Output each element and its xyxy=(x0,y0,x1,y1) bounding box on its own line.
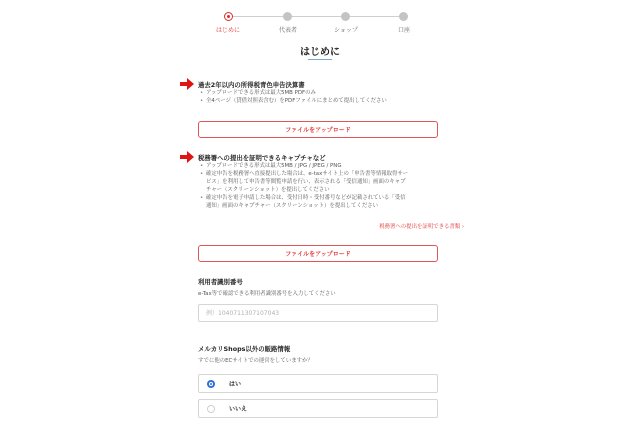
title-underline xyxy=(308,59,332,60)
tax-return-upload-button[interactable]: ファイルをアップロード xyxy=(198,121,438,138)
step-dot xyxy=(341,12,350,21)
radio-option-label: はい xyxy=(229,381,242,388)
step-dot-active xyxy=(224,12,233,21)
progress-stepper xyxy=(205,12,435,34)
step-label-bank-account: 口座 xyxy=(397,27,411,34)
list-item-continuation: チャー（スクリーンショット）を提出してください xyxy=(206,187,330,193)
submission-proof-heading: 税務署への提出を証明できるキャプチャなど xyxy=(198,154,326,162)
user-id-help: e-Tax等で確認できる利用者識別番号を入力してください xyxy=(198,291,336,297)
red-right-arrow-icon xyxy=(180,78,194,90)
tax-return-heading: 過去2年以内の所得税青色申告決算書 xyxy=(198,81,305,89)
list-item: • アップロードできる形式は最大5MB / JPG / JPEG / PNG xyxy=(200,162,408,170)
other-sales-label: メルカリShops以外の販路情報 xyxy=(198,345,291,353)
red-right-arrow-icon xyxy=(180,151,194,163)
submission-proof-requirements xyxy=(200,162,408,210)
step-label-start: はじめに xyxy=(215,27,241,34)
submission-proof-upload-button[interactable]: ファイルをアップロード xyxy=(198,245,438,262)
user-id-input[interactable] xyxy=(198,304,438,322)
step-label-representative: 代表者 xyxy=(278,27,298,34)
radio-unchecked-icon[interactable] xyxy=(207,405,215,413)
step-label-shop: ショップ xyxy=(334,27,358,34)
radio-option-yes[interactable] xyxy=(198,374,438,393)
user-id-label: 利用者識別番号 xyxy=(198,278,243,286)
stepper-connector xyxy=(345,16,403,17)
stepper-connector xyxy=(287,16,345,17)
other-sales-help: すでに他のECサイトでの運営をしていますか？ xyxy=(198,358,313,364)
page-title: はじめに xyxy=(300,47,340,58)
list-item-continuation: 通知」画面のキャプチャー（スクリーンショット）を提出してください xyxy=(206,203,378,209)
step-dot xyxy=(283,12,292,21)
radio-option-no[interactable] xyxy=(198,399,438,418)
step-dot xyxy=(399,12,408,21)
submission-proof-docs-link[interactable]: 税務署への提出を証明できる書類 › xyxy=(379,224,464,230)
list-item-continuation: ビス」を利用して申告書等閲覧申請を行い、表示される「受信通知」画面のキャプ xyxy=(206,179,406,185)
list-item: • 確定申告を電子申請した場合は、受付日時・受付番号などが記載されている「受信 xyxy=(200,194,408,202)
list-item: • アップロードできる形式は最大5MB PDFのみ xyxy=(200,89,387,97)
tax-return-requirements xyxy=(200,89,387,105)
stepper-connector xyxy=(229,16,287,17)
list-item: • 全4ページ（貸借対照表含む）をPDFファイルにまとめて提出してください xyxy=(200,97,387,105)
radio-checked-icon[interactable] xyxy=(207,380,215,388)
list-item: • 確定申告を税務署へ直接提出した場合は、e-taxサイト上の「申告書等情報取得サー xyxy=(200,170,408,178)
radio-option-label: いいえ xyxy=(229,406,248,413)
